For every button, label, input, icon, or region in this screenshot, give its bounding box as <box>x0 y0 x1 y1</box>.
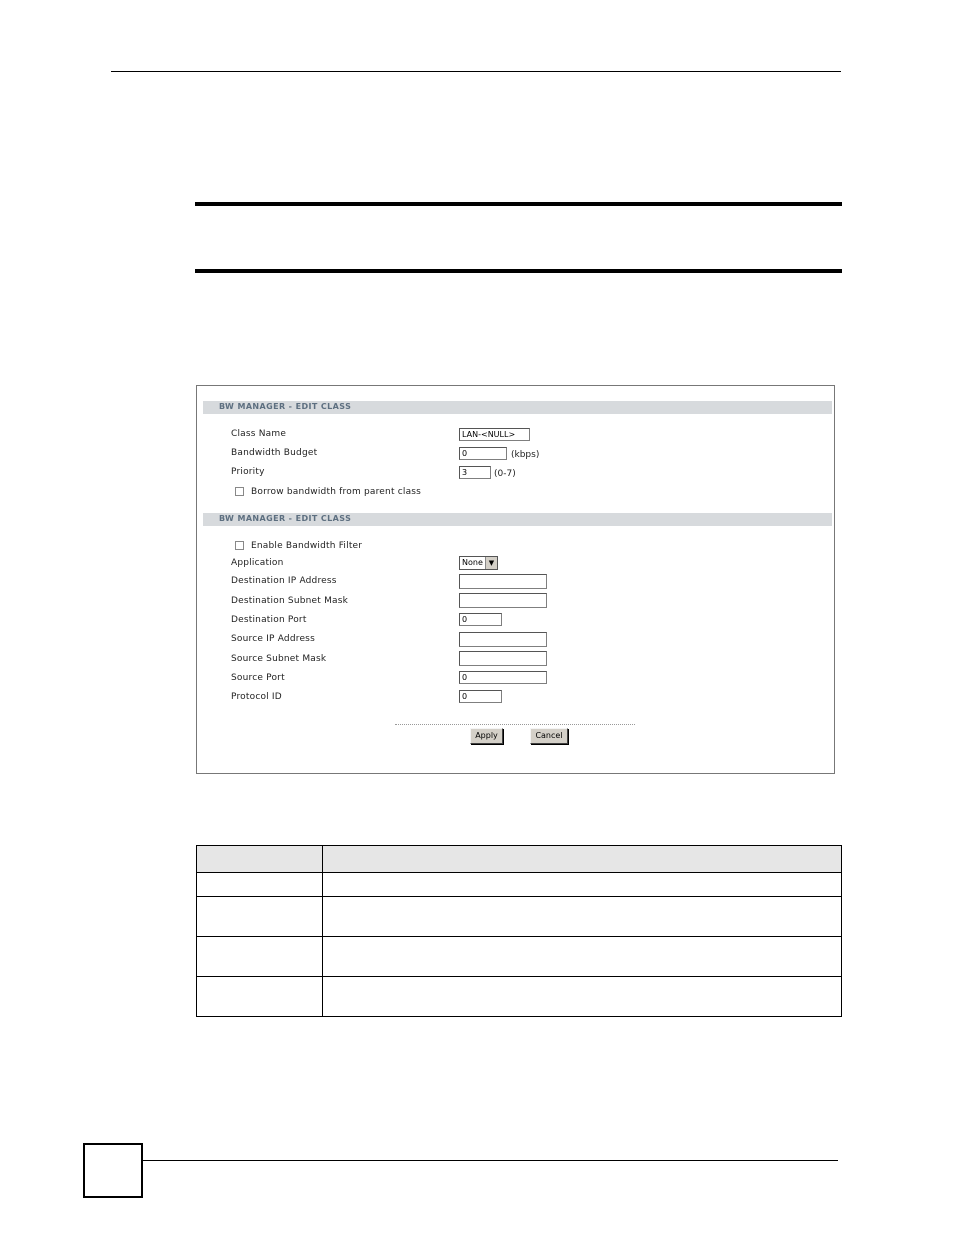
table-cell <box>197 897 323 937</box>
src-mask-label: Source Subnet Mask <box>231 654 327 664</box>
page-number-box <box>83 1143 143 1198</box>
enable-filter-label: Enable Bandwidth Filter <box>251 541 363 551</box>
dest-ip-label: Destination IP Address <box>231 576 337 586</box>
protocol-id-input[interactable] <box>459 690 502 703</box>
section-header-class <box>203 401 832 414</box>
src-mask-input[interactable] <box>459 651 547 666</box>
borrow-bandwidth-label: Borrow bandwidth from parent class <box>251 487 422 497</box>
table-cell <box>197 873 323 897</box>
edit-class-panel <box>196 385 835 774</box>
table-cell <box>323 937 842 977</box>
section-title: BW MANAGER - EDIT CLASS <box>219 514 352 523</box>
enable-filter-checkbox[interactable] <box>235 541 244 550</box>
class-name-label: Class Name <box>231 429 287 439</box>
dest-port-label: Destination Port <box>231 615 307 625</box>
src-ip-label: Source IP Address <box>231 634 315 644</box>
table-row <box>197 977 842 1017</box>
dest-port-input[interactable] <box>459 613 502 626</box>
table-cell <box>197 977 323 1017</box>
borrow-bandwidth-checkbox[interactable] <box>235 487 244 496</box>
table-header-cell <box>323 846 842 873</box>
dest-ip-input[interactable] <box>459 574 547 589</box>
field-description-table <box>196 845 842 1017</box>
header-rule <box>111 71 841 72</box>
note-rule-top <box>195 202 842 206</box>
dest-mask-label: Destination Subnet Mask <box>231 596 349 606</box>
class-name-input[interactable] <box>459 428 530 441</box>
priority-range: (0-7) <box>494 469 516 479</box>
application-value: None <box>462 558 483 567</box>
priority-input[interactable] <box>459 466 491 479</box>
src-ip-input[interactable] <box>459 632 547 647</box>
bandwidth-budget-label: Bandwidth Budget <box>231 448 318 458</box>
chevron-down-icon[interactable]: ▼ <box>485 557 497 569</box>
table-cell <box>323 977 842 1017</box>
button-divider <box>395 724 635 725</box>
note-rule-bottom <box>195 269 842 273</box>
src-port-input[interactable] <box>459 671 547 684</box>
table-row <box>197 897 842 937</box>
footer-rule <box>141 1160 838 1161</box>
cancel-button[interactable]: Cancel <box>530 728 568 744</box>
table-cell <box>197 937 323 977</box>
dest-mask-input[interactable] <box>459 593 547 608</box>
table-header-cell <box>197 846 323 873</box>
priority-label: Priority <box>231 467 265 477</box>
bandwidth-budget-input[interactable] <box>459 447 507 460</box>
table-header-row <box>197 846 842 873</box>
section-header-filter <box>203 513 832 526</box>
table-row <box>197 937 842 977</box>
table-cell <box>323 873 842 897</box>
apply-button[interactable]: Apply <box>470 728 503 744</box>
application-label: Application <box>231 558 284 568</box>
application-select[interactable] <box>459 556 498 570</box>
table-row <box>197 873 842 897</box>
protocol-id-label: Protocol ID <box>231 692 282 702</box>
src-port-label: Source Port <box>231 673 285 683</box>
kbps-unit: (kbps) <box>511 450 540 460</box>
table-cell <box>323 897 842 937</box>
section-title: BW MANAGER - EDIT CLASS <box>219 402 352 411</box>
